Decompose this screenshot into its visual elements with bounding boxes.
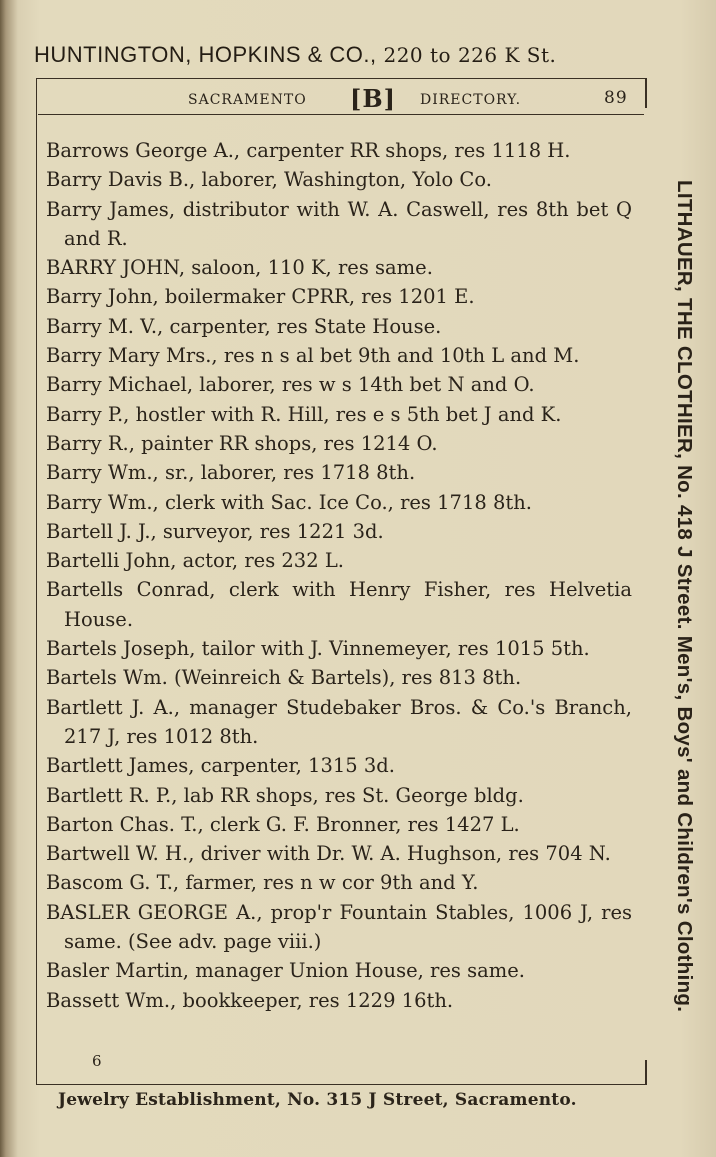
running-head	[38, 84, 644, 115]
top-advertisement-banner	[34, 42, 674, 68]
directory-entry: Barry James, distributor with W. A. Caswell, res 8th bet Q and R.	[46, 197, 632, 250]
signature-mark: 6	[92, 1052, 102, 1070]
directory-entry: Barry Michael, laborer, res w s 14th bet N and O.	[46, 373, 535, 397]
directory-entry: Barry Wm., sr., laborer, res 1718 8th.	[46, 461, 416, 485]
directory-entry: Bascom G. T., farmer, res n w cor 9th and Y.	[46, 871, 479, 895]
directory-entry: Barton Chas. T., clerk G. F. Bronner, res 1427 L.	[46, 812, 520, 836]
directory-entry-highlighted: BASLER GEORGE A., prop'r Fountain Stables, 1006 J, res same. (See adv. page viii.)	[46, 900, 632, 954]
directory-entries	[46, 136, 632, 1015]
directory-entry: Barry M. V., carpenter, res State House.	[46, 314, 442, 338]
directory-entry: Barry P., hostler with R. Hill, res e s 5th bet J and K.	[46, 402, 562, 426]
directory-entry: Bartell J. J., surveyor, res 1221 3d.	[46, 519, 384, 543]
directory-entry: Bartels Joseph, tailor with J. Vinnemeyer, res 1015 5th.	[46, 637, 590, 661]
side-advertisement: LITHAUER, THE CLOTHIER, No. 418 J Street. Men's, Boys' and Children's Clothing.	[673, 180, 696, 1013]
banner-address: 220 to 226 K St.	[376, 43, 557, 67]
directory-entry: Bartlett James, carpenter, 1315 3d.	[46, 754, 395, 778]
directory-entry: Bartlett R. P., lab RR shops, res St. George bldg.	[46, 783, 524, 807]
directory-entry: Bartlett J. A., manager Studebaker Bros. & Co.'s Branch, 217 J, res 1012 8th.	[46, 695, 632, 748]
directory-entry: Barry Mary Mrs., res n s al bet 9th and 10th L and M.	[46, 344, 580, 368]
running-head-city: SACRAMENTO	[188, 92, 307, 108]
directory-entry: Barry Wm., clerk with Sac. Ice Co., res 1718 8th.	[46, 490, 532, 514]
running-head-letter: [B]	[350, 84, 396, 113]
frame-edge-bottom	[645, 1060, 647, 1084]
directory-entry: Barry John, boilermaker CPRR, res 1201 E.	[46, 285, 475, 309]
directory-entry: Basler Martin, manager Union House, res same.	[46, 959, 525, 983]
banner-firm: HUNTINGTON, HOPKINS & CO.,	[34, 42, 377, 67]
directory-entry: Bartwell W. H., driver with Dr. W. A. Hughson, res 704 N.	[46, 842, 611, 866]
directory-entry: Bartelli John, actor, res 232 L.	[46, 549, 344, 573]
directory-entry: Bassett Wm., bookkeeper, res 1229 16th.	[46, 988, 454, 1012]
directory-entry: Bartells Conrad, clerk with Henry Fisher, res Helvetia House.	[46, 578, 632, 631]
page-number: 89	[604, 88, 628, 108]
directory-entry: Barrows George A., carpenter RR shops, res 1118 H.	[46, 139, 571, 162]
directory-entry: Barry Davis B., laborer, Washington, Yolo Co.	[46, 168, 492, 192]
directory-entry: Bartels Wm. (Weinreich & Bartels), res 813 8th.	[46, 666, 522, 690]
directory-entry-highlighted: BARRY JOHN, saloon, 110 K, res same.	[46, 256, 433, 280]
running-head-directory: DIRECTORY.	[420, 92, 522, 108]
footer-advertisement: Jewelry Establishment, No. 315 J Street, Sacramento.	[58, 1090, 577, 1110]
directory-entry: Barry R., painter RR shops, res 1214 O.	[46, 431, 438, 455]
frame-edge-top	[645, 78, 647, 108]
